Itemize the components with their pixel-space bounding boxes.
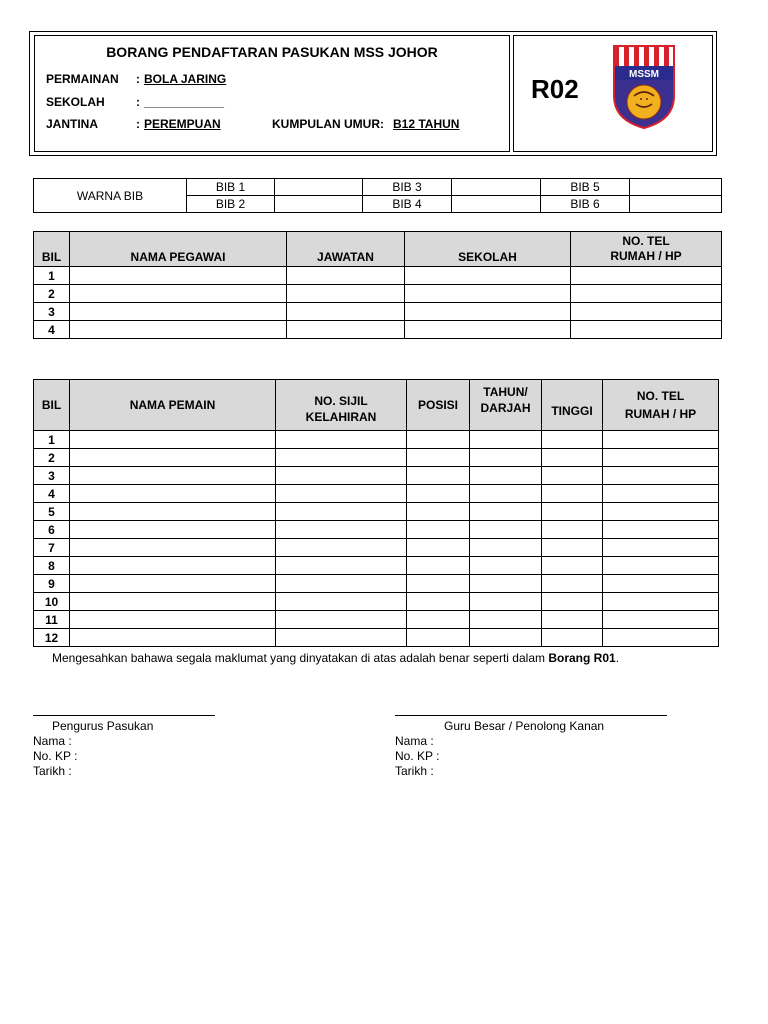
players-table: [33, 379, 719, 647]
players-row: [34, 467, 719, 485]
officials-cell[interactable]: [571, 267, 722, 285]
players-cell[interactable]: [407, 593, 470, 611]
players-header-sijil: NO. SIJIL KELAHIRAN: [276, 380, 407, 431]
officials-cell[interactable]: [405, 285, 571, 303]
bib-3-label: BIB 3: [363, 179, 452, 196]
officials-cell[interactable]: [70, 321, 287, 339]
players-cell[interactable]: [276, 467, 407, 485]
players-cell[interactable]: [70, 431, 276, 449]
confirmation-form-ref: Borang R01: [548, 651, 616, 665]
players-header-posisi: POSISI: [407, 380, 470, 431]
players-cell[interactable]: [542, 431, 603, 449]
players-cell[interactable]: [470, 503, 542, 521]
players-cell[interactable]: [276, 557, 407, 575]
right-kp-field[interactable]: No. KP :: [395, 749, 440, 763]
officials-header-sekolah: SEKOLAH: [405, 232, 571, 267]
officials-row-number: 4: [34, 321, 70, 339]
kumpulan-label: KUMPULAN UMUR:: [272, 117, 384, 131]
players-cell[interactable]: [542, 629, 603, 647]
players-cell[interactable]: [470, 539, 542, 557]
players-cell[interactable]: [542, 485, 603, 503]
players-header-tahun: TAHUN/ DARJAH: [470, 380, 542, 431]
bib-4-value[interactable]: [452, 196, 541, 213]
officials-row-number: 3: [34, 303, 70, 321]
players-row-number: 1: [34, 431, 70, 449]
players-row-number: 9: [34, 575, 70, 593]
players-cell[interactable]: [542, 467, 603, 485]
officials-cell[interactable]: [70, 285, 287, 303]
players-cell[interactable]: [70, 593, 276, 611]
players-row: [34, 521, 719, 539]
players-cell[interactable]: [470, 449, 542, 467]
players-cell[interactable]: [542, 575, 603, 593]
players-cell[interactable]: [542, 503, 603, 521]
bib-5-value[interactable]: [630, 179, 722, 196]
players-cell[interactable]: [407, 629, 470, 647]
players-cell[interactable]: [603, 629, 719, 647]
players-row: [34, 593, 719, 611]
players-row: [34, 611, 719, 629]
players-cell[interactable]: [70, 503, 276, 521]
players-cell[interactable]: [470, 485, 542, 503]
permainan-label: PERMAINAN: [46, 72, 119, 86]
kumpulan-value: B12 TAHUN: [393, 117, 460, 131]
officials-row-number: 1: [34, 267, 70, 285]
sekolah-value: ____________: [144, 95, 225, 109]
confirmation-text: Mengesahkan bahawa segala maklumat yang dinyatakan di atas adalah benar seperti dalam: [52, 651, 549, 665]
permainan-value: BOLA JARING: [144, 72, 227, 86]
right-nama-field[interactable]: Nama :: [395, 734, 434, 748]
players-cell[interactable]: [470, 575, 542, 593]
officials-cell[interactable]: [571, 303, 722, 321]
players-cell[interactable]: [542, 611, 603, 629]
left-nama-field[interactable]: Nama :: [33, 734, 72, 748]
players-row: [34, 629, 719, 647]
players-cell[interactable]: [407, 521, 470, 539]
players-cell[interactable]: [276, 593, 407, 611]
players-cell[interactable]: [407, 575, 470, 593]
players-row-number: 4: [34, 485, 70, 503]
players-cell[interactable]: [276, 431, 407, 449]
officials-cell[interactable]: [70, 267, 287, 285]
players-row: [34, 503, 719, 521]
confirmation-statement: [52, 651, 619, 665]
officials-row: [34, 321, 722, 339]
warna-bib-label: WARNA BIB: [34, 179, 187, 213]
officials-row: [34, 285, 722, 303]
players-cell[interactable]: [470, 629, 542, 647]
players-cell[interactable]: [276, 485, 407, 503]
players-cell[interactable]: [70, 521, 276, 539]
right-signature-title: Guru Besar / Penolong Kanan: [444, 719, 605, 733]
left-signature-line[interactable]: [33, 715, 215, 716]
players-row-number: 7: [34, 539, 70, 557]
players-cell[interactable]: [603, 449, 719, 467]
players-cell[interactable]: [470, 593, 542, 611]
players-cell[interactable]: [276, 521, 407, 539]
officials-cell[interactable]: [405, 321, 571, 339]
officials-row: [34, 267, 722, 285]
logo-text: MSSM: [629, 69, 659, 80]
officials-cell[interactable]: [571, 321, 722, 339]
players-cell[interactable]: [70, 629, 276, 647]
players-header-bil: BIL: [34, 380, 70, 431]
players-cell[interactable]: [276, 611, 407, 629]
players-row: [34, 557, 719, 575]
officials-row: [34, 303, 722, 321]
players-cell[interactable]: [470, 521, 542, 539]
bib-1-label: BIB 1: [187, 179, 275, 196]
players-cell[interactable]: [542, 521, 603, 539]
players-header-tinggi: TINGGI: [542, 380, 603, 431]
bib-1-value[interactable]: [275, 179, 363, 196]
players-cell[interactable]: [70, 575, 276, 593]
players-row-number: 3: [34, 467, 70, 485]
players-cell[interactable]: [407, 431, 470, 449]
bib-5-label: BIB 5: [541, 179, 630, 196]
players-header-nama: NAMA PEMAIN: [70, 380, 276, 431]
players-row: [34, 485, 719, 503]
jantina-value: PEREMPUAN: [144, 117, 221, 131]
players-cell[interactable]: [70, 449, 276, 467]
left-tarikh-field[interactable]: Tarikh :: [33, 764, 72, 778]
right-signature-fields: [395, 734, 439, 779]
players-cell[interactable]: [470, 557, 542, 575]
players-cell[interactable]: [70, 539, 276, 557]
players-cell[interactable]: [603, 575, 719, 593]
players-cell[interactable]: [603, 557, 719, 575]
sekolah-colon: :: [136, 95, 140, 109]
players-cell[interactable]: [603, 503, 719, 521]
bib-2-label: BIB 2: [187, 196, 275, 213]
players-cell[interactable]: [603, 467, 719, 485]
bib-6-label: BIB 6: [541, 196, 630, 213]
players-cell[interactable]: [603, 521, 719, 539]
players-row: [34, 575, 719, 593]
players-cell[interactable]: [407, 485, 470, 503]
officials-header-jawatan: JAWATAN: [287, 232, 405, 267]
officials-cell[interactable]: [287, 285, 405, 303]
players-cell[interactable]: [542, 449, 603, 467]
players-cell[interactable]: [276, 503, 407, 521]
jantina-colon: :: [136, 117, 140, 131]
left-signature-fields: [33, 734, 77, 779]
players-cell[interactable]: [276, 449, 407, 467]
officials-table: [33, 231, 722, 339]
players-cell[interactable]: [70, 557, 276, 575]
mssm-logo: [612, 44, 676, 130]
form-code: R02: [531, 74, 579, 104]
left-signature-title: Pengurus Pasukan: [52, 719, 154, 733]
officials-header-nama: NAMA PEGAWAI: [70, 232, 287, 267]
officials-cell[interactable]: [287, 303, 405, 321]
players-cell[interactable]: [603, 611, 719, 629]
players-row: [34, 449, 719, 467]
form-title: BORANG PENDAFTARAN PASUKAN MSS JOHOR: [106, 44, 438, 60]
players-row-number: 8: [34, 557, 70, 575]
officials-cell[interactable]: [571, 285, 722, 303]
players-row: [34, 431, 719, 449]
players-cell[interactable]: [70, 485, 276, 503]
right-tarikh-field[interactable]: Tarikh :: [395, 764, 434, 778]
players-row-number: 6: [34, 521, 70, 539]
players-row-number: 11: [34, 611, 70, 629]
players-cell[interactable]: [407, 611, 470, 629]
left-kp-field[interactable]: No. KP :: [33, 749, 78, 763]
players-cell[interactable]: [542, 557, 603, 575]
bib-3-value[interactable]: [452, 179, 541, 196]
players-cell[interactable]: [470, 611, 542, 629]
players-cell[interactable]: [470, 467, 542, 485]
players-cell[interactable]: [542, 539, 603, 557]
players-cell[interactable]: [603, 431, 719, 449]
players-cell[interactable]: [407, 449, 470, 467]
officials-header-bil: BIL: [34, 232, 70, 267]
players-cell[interactable]: [603, 539, 719, 557]
bib-6-value[interactable]: [630, 196, 722, 213]
players-cell[interactable]: [542, 593, 603, 611]
confirmation-end: .: [615, 651, 620, 665]
bib-4-label: BIB 4: [363, 196, 452, 213]
players-cell[interactable]: [407, 539, 470, 557]
players-row-number: 2: [34, 449, 70, 467]
officials-cell[interactable]: [405, 267, 571, 285]
players-cell[interactable]: [407, 503, 470, 521]
officials-row-number: 2: [34, 285, 70, 303]
officials-cell[interactable]: [405, 303, 571, 321]
players-cell[interactable]: [70, 467, 276, 485]
players-row: [34, 539, 719, 557]
players-cell[interactable]: [603, 593, 719, 611]
players-row-number: 12: [34, 629, 70, 647]
bib-2-value[interactable]: [275, 196, 363, 213]
players-cell[interactable]: [276, 629, 407, 647]
officials-cell[interactable]: [70, 303, 287, 321]
officials-cell[interactable]: [287, 321, 405, 339]
players-cell[interactable]: [470, 431, 542, 449]
players-row-number: 10: [34, 593, 70, 611]
jantina-label: JANTINA: [46, 117, 99, 131]
permainan-colon: :: [136, 72, 140, 86]
players-cell[interactable]: [407, 557, 470, 575]
right-signature-line[interactable]: [395, 715, 667, 716]
players-cell[interactable]: [603, 485, 719, 503]
officials-header-tel: NO. TEL RUMAH / HP: [571, 232, 722, 267]
players-cell[interactable]: [276, 575, 407, 593]
players-header-tel: NO. TEL RUMAH / HP: [603, 380, 719, 431]
sekolah-label: SEKOLAH: [46, 95, 105, 109]
players-cell[interactable]: [276, 539, 407, 557]
officials-cell[interactable]: [287, 267, 405, 285]
players-row-number: 5: [34, 503, 70, 521]
players-cell[interactable]: [70, 611, 276, 629]
players-cell[interactable]: [407, 467, 470, 485]
bib-table: [33, 178, 722, 213]
